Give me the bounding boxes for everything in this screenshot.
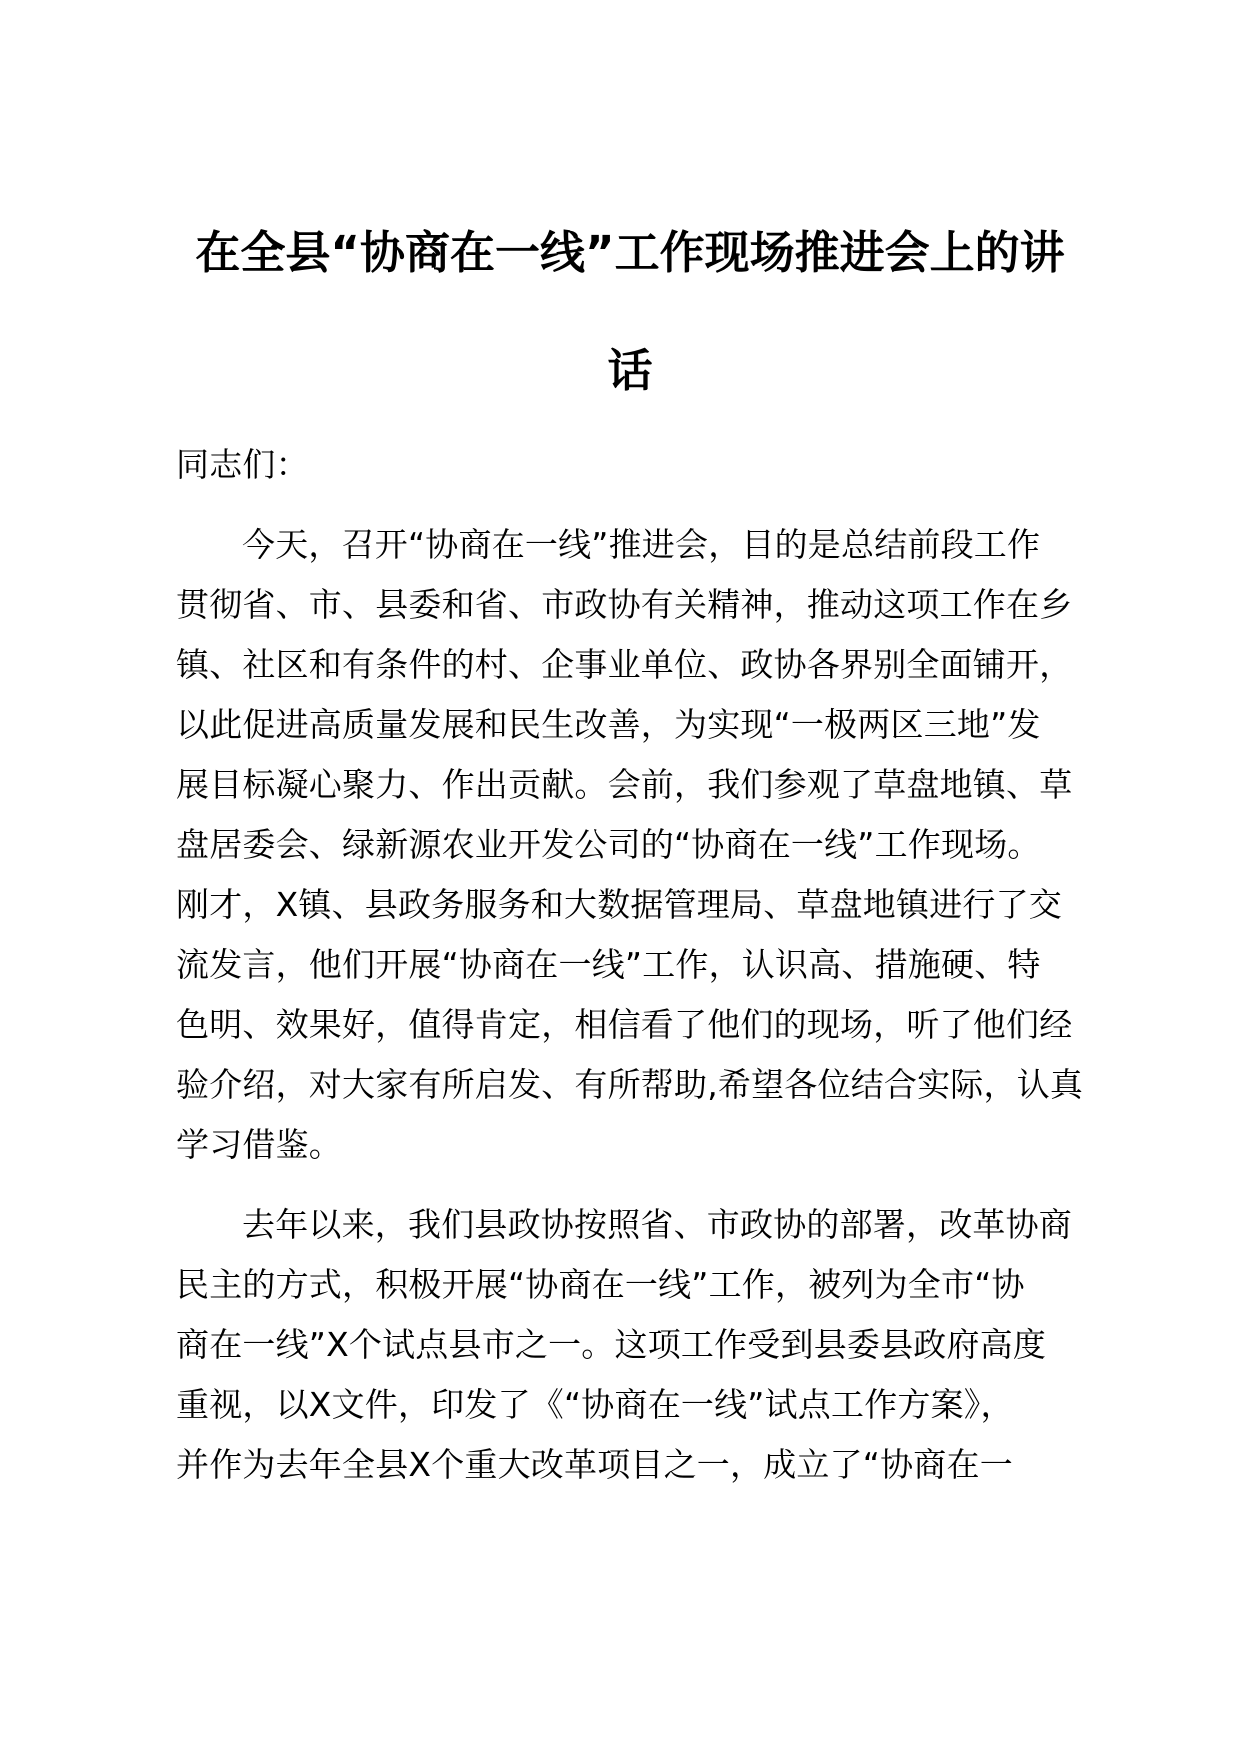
salutation: 同志们： bbox=[176, 445, 309, 484]
paragraph-1-line-8: 流发言，他们开展“协商在一线”工作，认识高、措施硬、特 bbox=[176, 945, 1041, 984]
paragraph-1-line-3: 镇、社区和有条件的村、企事业单位、政协各界别全面铺开， bbox=[176, 645, 1073, 684]
paragraph-2-line-4: 重视，以X文件，印发了《“协商在一线”试点工作方案》， bbox=[176, 1385, 1014, 1424]
document-title-line-1: 在全县“协商在一线”工作现场推进会上的讲 bbox=[195, 226, 1065, 279]
paragraph-2-line-2: 民主的方式，积极开展“协商在一线”工作，被列为全市“协 bbox=[176, 1265, 1025, 1304]
paragraph-1-line-4: 以此促进高质量发展和民生改善，为实现“一极两区三地”发 bbox=[176, 705, 1041, 744]
paragraph-1-line-6: 盘居委会、绿新源农业开发公司的“协商在一线”工作现场。 bbox=[176, 825, 1041, 864]
paragraph-1-line-9: 色明、效果好，值得肯定，相信看了他们的现场，听了他们经 bbox=[176, 1005, 1073, 1044]
paragraph-2-line-3: 商在一线”X个试点县市之一。这项工作受到县委县政府高度 bbox=[176, 1325, 1047, 1364]
paragraph-1-line-5: 展目标凝心聚力、作出贡献。会前，我们参观了草盘地镇、草 bbox=[176, 765, 1073, 804]
paragraph-1-line-2: 贯彻省、市、县委和省、市政协有关精神，推动这项工作在乡 bbox=[176, 585, 1073, 624]
paragraph-2-line-5: 并作为去年全县X个重大改革项目之一，成立了“协商在一 bbox=[176, 1445, 1013, 1484]
paragraph-1-line-10: 验介绍，对大家有所启发、有所帮助,希望各位结合实际，认真 bbox=[176, 1065, 1084, 1104]
paragraph-1-line-7: 刚才，X镇、县政务服务和大数据管理局、草盘地镇进行了交 bbox=[176, 885, 1063, 924]
document-title-line-2: 话 bbox=[607, 344, 653, 397]
paragraph-2-line-1: 去年以来，我们县政协按照省、市政协的部署，改革协商 bbox=[242, 1205, 1072, 1244]
paragraph-1-line-1: 今天，召开“协商在一线”推进会，目的是总结前段工作 bbox=[242, 525, 1041, 564]
paragraph-1-line-11: 学习借鉴。 bbox=[176, 1125, 342, 1164]
